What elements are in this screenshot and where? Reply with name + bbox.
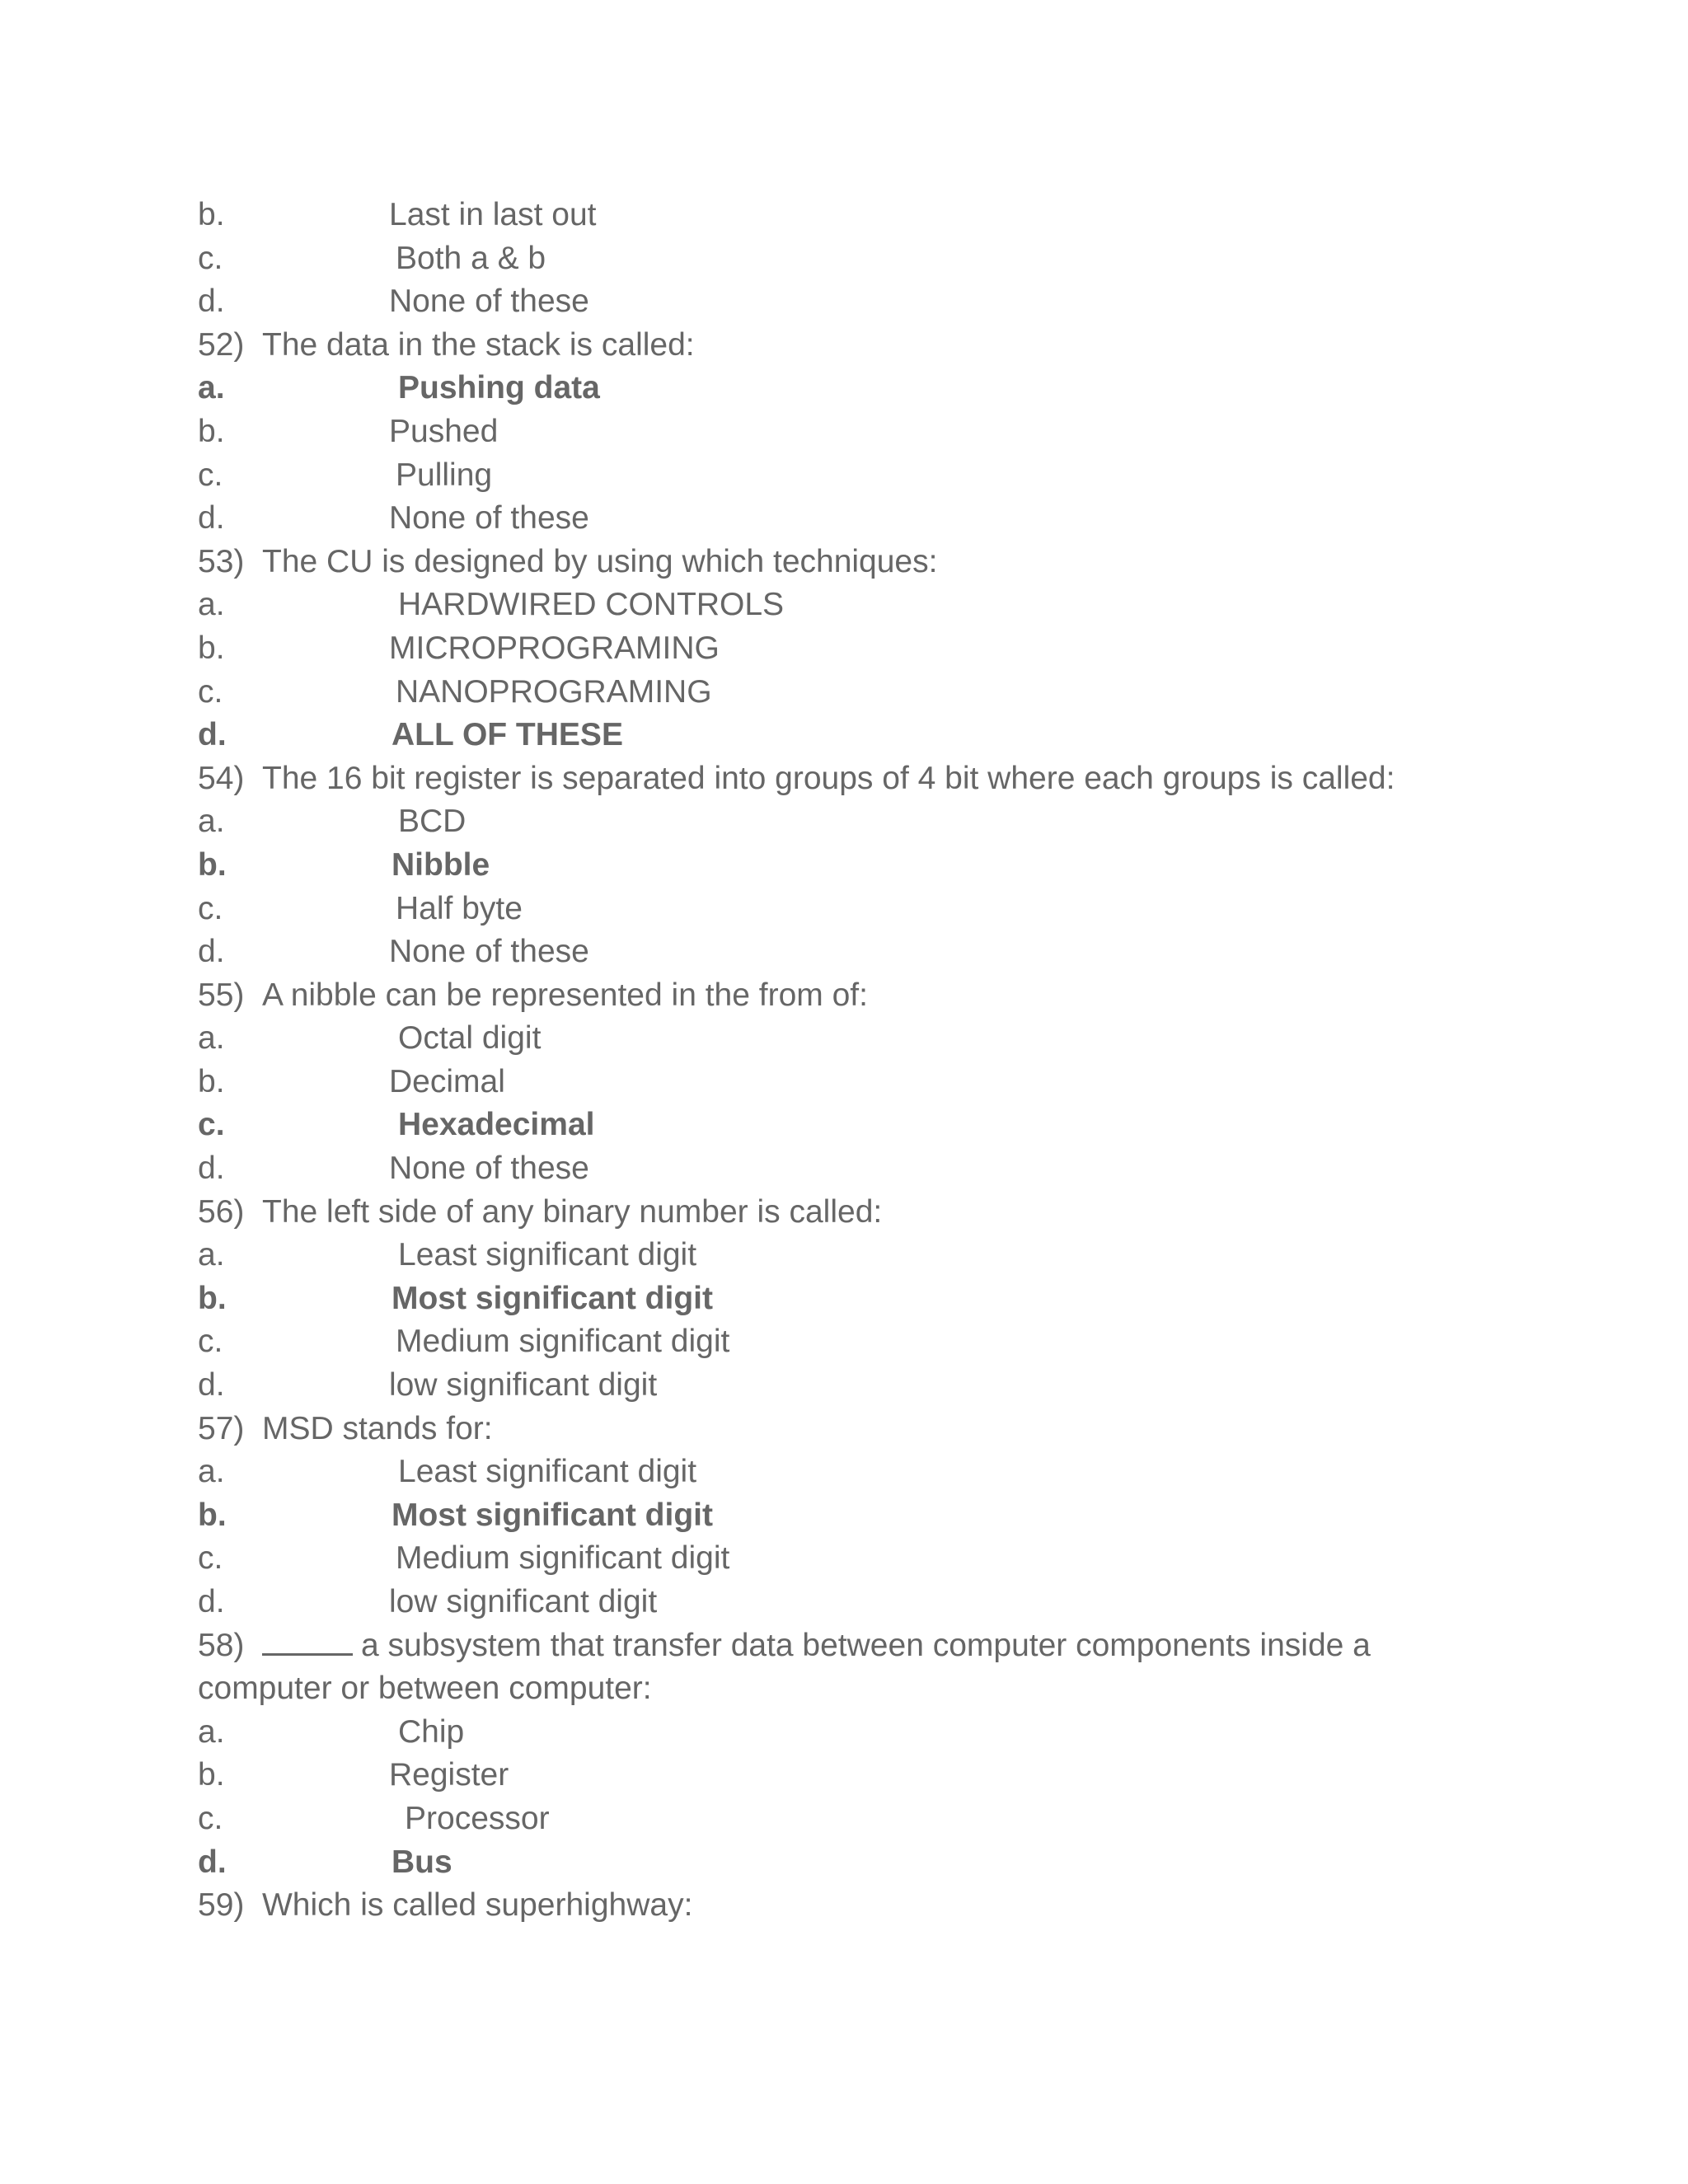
answer-option-correct: [198, 844, 1484, 888]
option-letter: d.: [198, 1844, 227, 1880]
option-text: None of these: [389, 934, 589, 970]
option-text: Pushed: [389, 413, 499, 449]
question: [198, 1624, 1484, 1668]
option-letter: b.: [198, 1280, 227, 1316]
answer-option: [198, 1451, 1484, 1494]
answer-option: [198, 888, 1484, 931]
answer-option: [198, 1364, 1484, 1408]
answer-option: [198, 671, 1484, 715]
option-letter: a.: [198, 1713, 225, 1750]
option-letter: c.: [198, 240, 223, 276]
option-text: Hexadecimal: [398, 1107, 595, 1143]
question-text: A nibble can be represented in the from of:: [262, 977, 868, 1013]
option-letter: c.: [198, 673, 223, 710]
option-text: Least significant digit: [398, 1454, 697, 1490]
answer-option: [198, 1754, 1484, 1797]
option-letter: c.: [198, 1540, 223, 1577]
option-text: ALL OF THESE: [392, 717, 623, 753]
question-text-rest: a subsystem that transfer data between computer components inside a: [361, 1627, 1371, 1663]
option-text: Register: [389, 1757, 509, 1793]
answer-option: [198, 280, 1484, 324]
option-letter: b.: [198, 630, 225, 666]
option-text: Half byte: [396, 890, 523, 926]
option-letter: d.: [198, 1584, 225, 1619]
option-letter: d.: [198, 1367, 225, 1404]
option-text: HARDWIRED CONTROLS: [398, 587, 785, 623]
question-text: Which is called superhighway:: [262, 1887, 693, 1924]
question-number: 54): [198, 760, 245, 796]
option-letter: d.: [198, 284, 225, 320]
answer-option: [198, 1797, 1484, 1841]
answer-option: [198, 1234, 1484, 1277]
option-text: Both a & b: [396, 240, 546, 276]
question: [198, 1408, 1484, 1451]
option-text: MICROPROGRAMING: [389, 630, 720, 666]
answer-option: [198, 583, 1484, 627]
option-letter: a.: [198, 1454, 225, 1490]
option-letter: b.: [198, 1063, 225, 1099]
question-number: 58): [198, 1627, 245, 1663]
option-text: Most significant digit: [392, 1280, 713, 1316]
question-text: The CU is designed by using which techniques:: [262, 543, 938, 579]
answer-option: [198, 800, 1484, 844]
answer-option: [198, 497, 1484, 541]
question-number: 55): [198, 977, 245, 1013]
answer-option-correct: [198, 367, 1484, 410]
answer-option: [198, 1061, 1484, 1104]
question-list: [198, 194, 1484, 1928]
answer-option-correct: [198, 714, 1484, 757]
question-number: 59): [198, 1887, 245, 1924]
answer-option: [198, 1711, 1484, 1755]
question-number: 57): [198, 1410, 245, 1446]
question-text: The data in the stack is called:: [262, 326, 695, 363]
option-letter: d.: [198, 500, 225, 537]
option-letter: c.: [198, 890, 223, 926]
option-text: Bus: [392, 1844, 452, 1880]
answer-option-correct: [198, 1841, 1484, 1885]
option-letter: b.: [198, 413, 225, 449]
option-letter: b.: [198, 846, 227, 883]
question-text-continuation: computer or between computer:: [198, 1671, 652, 1707]
option-text: Last in last out: [389, 197, 597, 232]
answer-option: [198, 1320, 1484, 1364]
option-text: None of these: [389, 1151, 589, 1187]
question: [198, 1191, 1484, 1235]
option-text: Medium significant digit: [396, 1324, 730, 1360]
option-text: Pulling: [396, 457, 493, 493]
option-text: BCD: [398, 804, 467, 840]
option-letter: b.: [198, 1757, 225, 1793]
answer-option: [198, 410, 1484, 454]
answer-option: [198, 627, 1484, 671]
option-text: None of these: [389, 500, 589, 537]
option-text: Processor: [405, 1800, 550, 1836]
question-text: MSD stands for:: [262, 1410, 493, 1446]
answer-option: [198, 237, 1484, 281]
question: [198, 974, 1484, 1018]
option-text: Most significant digit: [392, 1497, 713, 1533]
option-text: low significant digit: [389, 1367, 658, 1404]
option-letter: c.: [198, 1800, 223, 1836]
question: [198, 757, 1484, 801]
option-text: Medium significant digit: [396, 1540, 730, 1577]
answer-option: [198, 930, 1484, 974]
option-letter: a.: [198, 587, 225, 623]
answer-option: [198, 194, 1484, 237]
option-letter: a.: [198, 1237, 225, 1273]
answer-option-correct: [198, 1494, 1484, 1538]
question-number: 53): [198, 543, 245, 579]
option-letter: a.: [198, 804, 225, 840]
option-letter: d.: [198, 1151, 225, 1187]
question: [198, 541, 1484, 584]
answer-option: [198, 1147, 1484, 1191]
option-text: Least significant digit: [398, 1237, 697, 1273]
option-letter: a.: [198, 370, 225, 406]
option-letter: c.: [198, 1324, 223, 1360]
answer-option: [198, 1017, 1484, 1061]
option-letter: a.: [198, 1020, 225, 1057]
option-letter: d.: [198, 717, 227, 753]
option-text: None of these: [389, 284, 589, 320]
question: [198, 324, 1484, 368]
option-text: Decimal: [389, 1063, 505, 1099]
option-text: Octal digit: [398, 1020, 542, 1057]
answer-option: [198, 454, 1484, 498]
answer-option-correct: [198, 1104, 1484, 1147]
question-text: [262, 1624, 1371, 1668]
question: [198, 1884, 1484, 1928]
question-number: 52): [198, 326, 245, 363]
question-number: 56): [198, 1193, 245, 1230]
answer-option-correct: [198, 1277, 1484, 1321]
option-letter: d.: [198, 934, 225, 970]
option-text: Pushing data: [398, 370, 600, 406]
question-text: The 16 bit register is separated into groups of 4 bit where each groups is called:: [262, 760, 1395, 796]
option-letter: c.: [198, 1107, 225, 1143]
option-text: NANOPROGRAMING: [396, 673, 712, 710]
option-letter: b.: [198, 1497, 227, 1533]
option-text: Nibble: [392, 846, 490, 883]
answer-option: [198, 1537, 1484, 1581]
question-text: The left side of any binary number is called:: [262, 1193, 883, 1230]
fill-in-blank: [262, 1625, 353, 1656]
option-letter: c.: [198, 457, 223, 493]
answer-option: [198, 1581, 1484, 1624]
option-text: Chip: [398, 1713, 465, 1750]
option-text: low significant digit: [389, 1584, 658, 1619]
option-letter: b.: [198, 197, 225, 232]
